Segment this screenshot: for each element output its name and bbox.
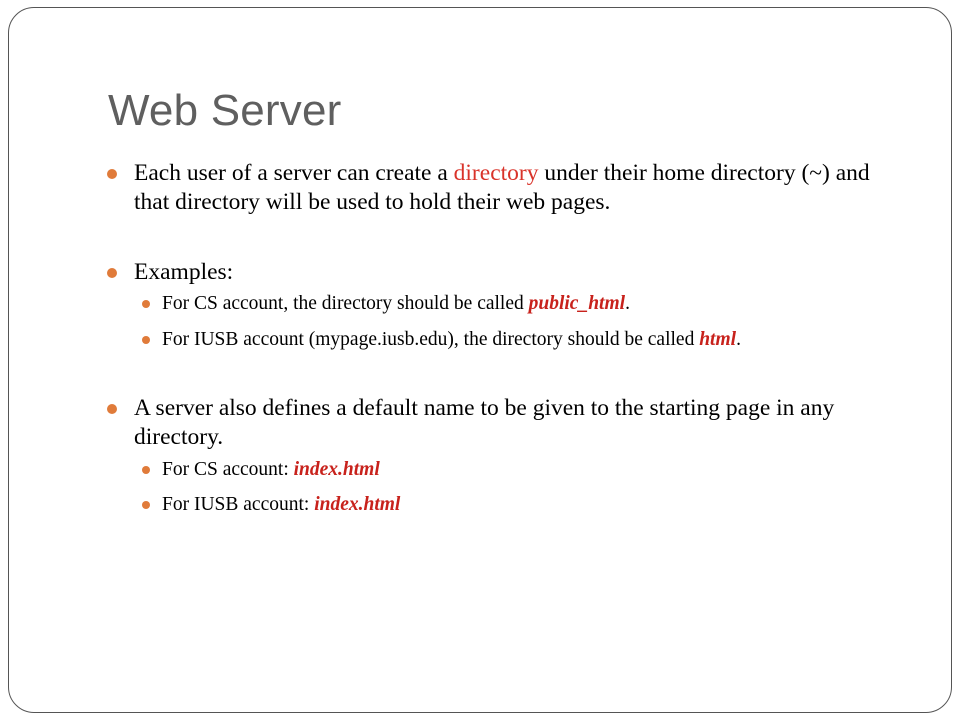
bullet-text: Examples: <box>134 259 234 285</box>
highlight-index-html: index.html <box>293 459 380 480</box>
bullet-text: Each user of a server can create a <box>134 160 454 186</box>
highlight-public-html: public_html <box>528 293 626 314</box>
sub-bullet-iusb-directory <box>162 328 892 352</box>
bullet-dot-icon <box>142 336 150 344</box>
bullet-dot-icon <box>107 404 117 414</box>
bullet-text-continued: . <box>625 293 630 314</box>
bullet-item-user-directory <box>134 159 870 217</box>
bullet-text: For IUSB account: <box>162 494 315 515</box>
sub-bullet-cs-index <box>162 458 892 482</box>
bullet-text: For IUSB account (mypage.iusb.edu), the directory should be called <box>162 329 700 350</box>
bullet-text: For CS account: <box>162 459 294 480</box>
highlight-index-html: index.html <box>314 494 401 515</box>
bullet-dot-icon <box>142 300 150 308</box>
bullet-dot-icon <box>107 169 117 179</box>
bullet-text: A server also defines a default name to be given to the starting page in any directory. <box>134 395 835 450</box>
highlight-directory: directory <box>453 160 539 186</box>
bullet-text-continued: . <box>736 329 741 350</box>
bullet-text: For CS account, the directory should be called <box>162 293 529 314</box>
sub-bullet-iusb-index <box>162 493 892 517</box>
bullet-dot-icon <box>142 501 150 509</box>
bullet-dot-icon <box>142 466 150 474</box>
bullet-text-continued: under their home directory (~) and that directory will be used to hold their web pages. <box>134 160 870 215</box>
slide-title: Web Server <box>108 86 342 135</box>
highlight-html: html <box>699 329 737 350</box>
bullet-item-default-name <box>134 394 870 452</box>
bullet-dot-icon <box>107 268 117 278</box>
sub-bullet-cs-directory <box>162 292 892 316</box>
bullet-item-examples <box>134 258 870 287</box>
